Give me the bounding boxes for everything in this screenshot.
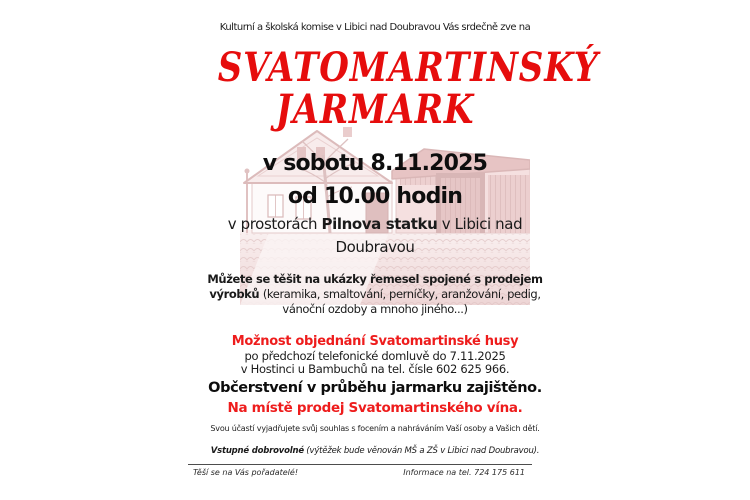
footer-rule bbox=[188, 464, 532, 465]
footer bbox=[193, 468, 525, 477]
goose-order-heading: Možnost objednání Svatomartinské husy bbox=[231, 334, 519, 349]
wine-note: Na místě prodej Svatomartinského vína. bbox=[227, 400, 523, 416]
admission-bold: Vstupné dobrovolné bbox=[210, 446, 304, 456]
event-title-line2: JARMARK bbox=[275, 86, 475, 133]
program-line2-regular: (keramika, smaltování, perníčky, aranžování, pedig, bbox=[262, 287, 541, 302]
location-post: v Libici nad bbox=[437, 215, 523, 233]
program-line1: Můžete se těšit na ukázky řemesel spojené s prodejem bbox=[207, 272, 543, 286]
admission-regular: (výtěžek bude věnován MŠ a ZŠ v Libici nad Doubravou). bbox=[303, 446, 540, 456]
event-time: od 10.00 hodin bbox=[287, 184, 463, 209]
program-line2 bbox=[190, 287, 560, 302]
event-location bbox=[190, 213, 560, 259]
location-line2: Doubravou bbox=[335, 238, 415, 256]
footer-left: Těší se na Vás pořadatelé! bbox=[193, 468, 299, 477]
event-title bbox=[217, 44, 599, 133]
footer-right: Informace na tel. 724 175 611 bbox=[403, 468, 525, 477]
intro-line: Kulturní a školská komise v Libici nad Doubravou Vás srdečně zve na bbox=[219, 22, 531, 33]
event-title-line1: SVATOMARTINSKÝ bbox=[217, 44, 599, 91]
program-line3: vánoční ozdoby a mnoho jiného...) bbox=[282, 302, 468, 317]
goose-order-line2: v Hostinci u Bambuchů na tel. čísle 602 625 966. bbox=[240, 361, 510, 376]
consent-note: Svou účastí vyjadřujete svůj souhlas s focením a nahráváním Vaší osoby a Vašich dětí. bbox=[210, 424, 540, 433]
event-datetime bbox=[190, 147, 560, 213]
venue-name: Pilnova statku bbox=[321, 215, 438, 233]
goose-order-line1: po předchozí telefonické domluvě do 7.11.2025 bbox=[244, 349, 506, 363]
program-description bbox=[190, 272, 560, 318]
goose-order-section bbox=[190, 334, 560, 375]
location-line1 bbox=[190, 213, 560, 236]
admission-note bbox=[190, 446, 560, 456]
location-pre: v prostorách bbox=[227, 215, 322, 233]
program-line2-bold: výrobků bbox=[209, 287, 263, 302]
event-date: v sobotu 8.11.2025 bbox=[262, 151, 488, 176]
refreshments-note: Občerstvení v průběhu jarmarku zajištěno. bbox=[208, 380, 542, 396]
